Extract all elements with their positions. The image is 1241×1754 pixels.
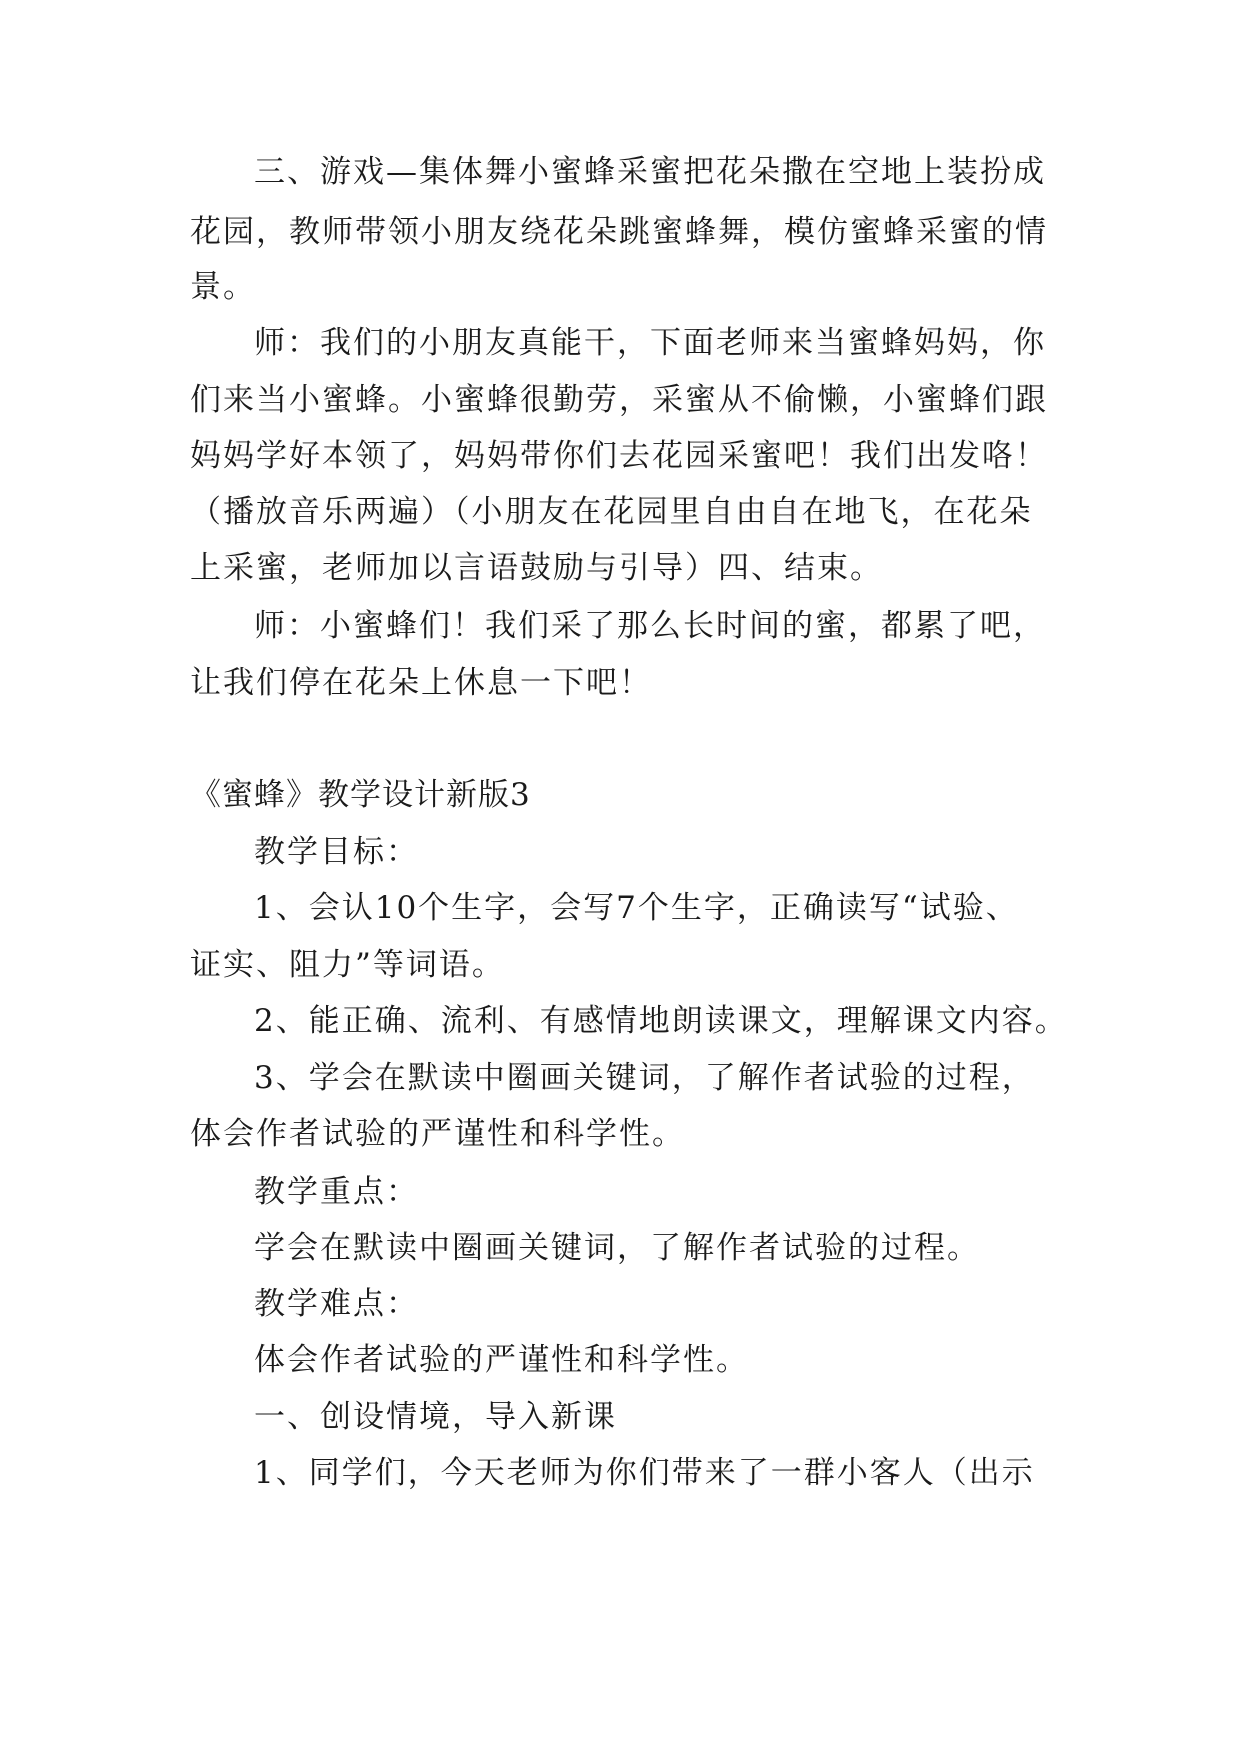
paragraph-line: 教学重点： xyxy=(254,1174,419,1210)
paragraph-line: 1、同学们，今天老师为你们带来了一群小客人（出示 xyxy=(254,1455,1035,1491)
paragraph-line: 师：小蜜蜂们！我们采了那么长时间的蜜，都累了吧， xyxy=(254,608,1046,644)
paragraph-line: 妈妈学好本领了，妈妈带你们去花园采蜜吧！我们出发咯！ xyxy=(190,438,1048,474)
paragraph-line: （播放音乐两遍）（小朋友在花园里自由自在地飞，在花朵 xyxy=(190,494,1033,530)
paragraph-line: 体会作者试验的严谨性和科学性。 xyxy=(190,1116,685,1152)
paragraph-line: 师：我们的小朋友真能干，下面老师来当蜜蜂妈妈，你 xyxy=(254,325,1046,361)
paragraph-line: 学会在默读中圈画关键词，了解作者试验的过程。 xyxy=(254,1230,980,1266)
paragraph-line: 教学目标： xyxy=(254,834,419,870)
section-heading: 《蜜蜂》教学设计新版3 xyxy=(190,777,531,813)
paragraph-line: 三、游戏—集体舞小蜜蜂采蜜把花朵撒在空地上装扮成 xyxy=(254,154,1046,190)
paragraph-line: 花园，教师带领小朋友绕花朵跳蜜蜂舞，模仿蜜蜂采蜜的情 xyxy=(190,214,1048,250)
paragraph-line: 证实、阻力”等词语。 xyxy=(190,947,505,983)
paragraph-line: 3、学会在默读中圈画关键词，了解作者试验的过程， xyxy=(254,1060,1035,1096)
paragraph-line: 让我们停在花朵上休息一下吧！ xyxy=(190,665,652,701)
paragraph-line: 上采蜜，老师加以言语鼓励与引导）四、结束。 xyxy=(190,550,883,586)
paragraph-line: 2、能正确、流利、有感情地朗读课文，理解课文内容。 xyxy=(254,1003,1068,1039)
paragraph-line: 教学难点： xyxy=(254,1286,419,1322)
paragraph-line: 景。 xyxy=(190,269,256,305)
paragraph-line: 一、创设情境，导入新课 xyxy=(254,1399,617,1435)
paragraph-line: 体会作者试验的严谨性和科学性。 xyxy=(254,1342,749,1378)
paragraph-line: 们来当小蜜蜂。小蜜蜂很勤劳，采蜜从不偷懒，小蜜蜂们跟 xyxy=(190,382,1048,418)
paragraph-line: 1、会认10个生字，会写7个生字，正确读写“试验、 xyxy=(254,890,1019,926)
